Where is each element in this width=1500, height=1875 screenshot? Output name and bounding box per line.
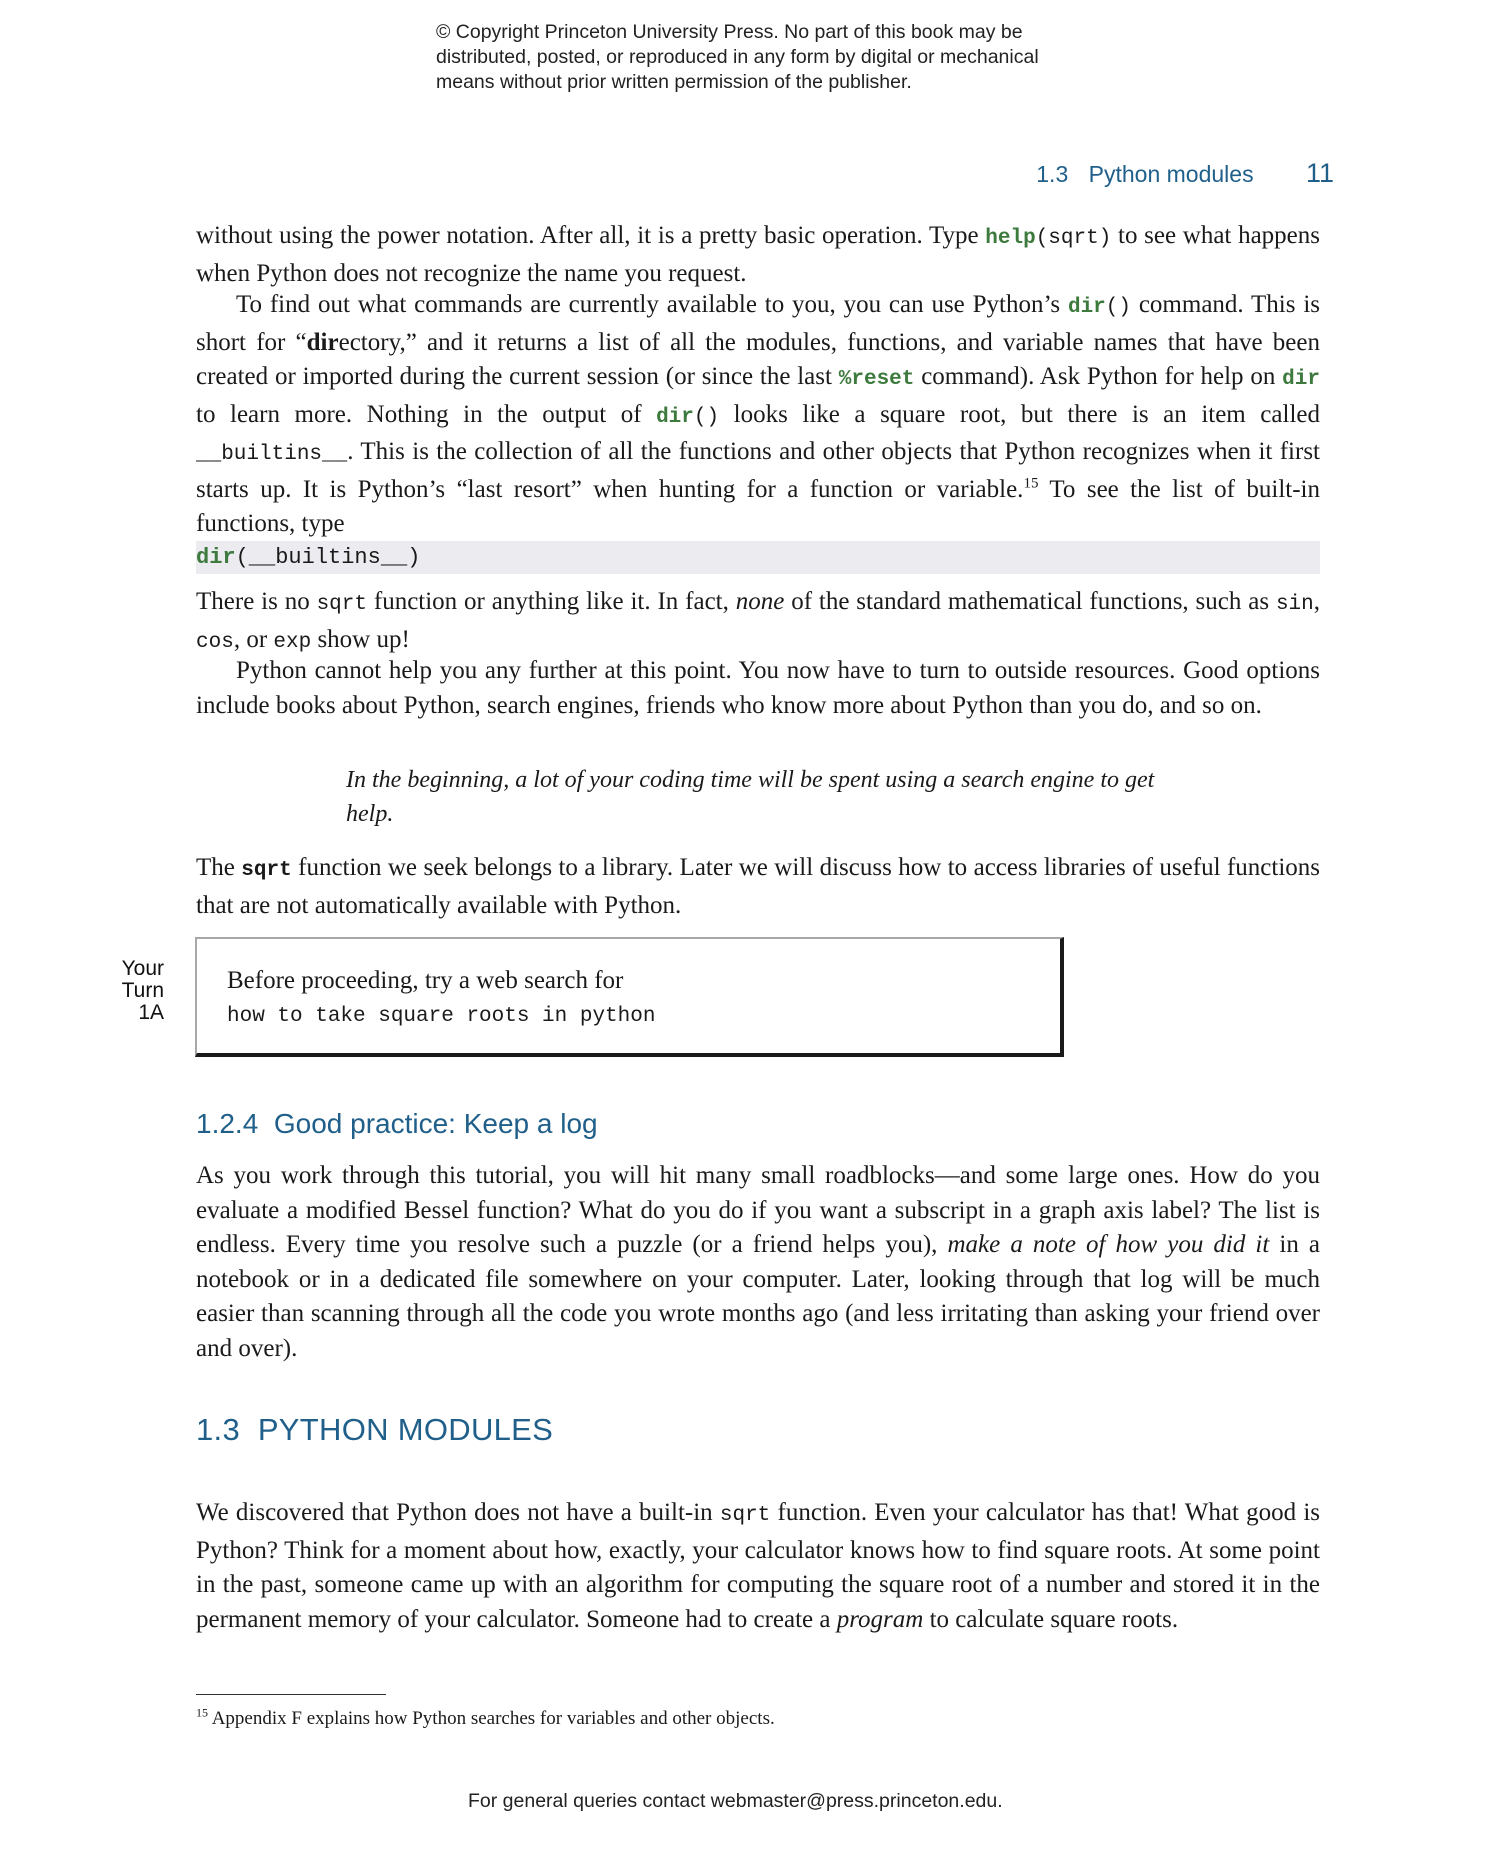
paragraph-6	[196, 1159, 1320, 1366]
paragraph-5	[196, 851, 1320, 923]
text: function. Even your calculator has that! What good is Python? Think for a moment about how, exactly, your calculator knows how to find square roots. At some point in the past, someone came up with an algorithm for computing the square root of a number and stored it in the permanent memory of your calculator. Someone had to create a	[196, 1499, 1320, 1633]
text: , or	[233, 625, 274, 653]
running-head	[1036, 158, 1334, 189]
text: to see what happens when Python does not recognize the name you request.	[196, 222, 1320, 287]
subsection-title: Good practice: Keep a log	[273, 1108, 598, 1139]
inline-code: sqrt	[241, 859, 292, 882]
text: command. This is short for “	[196, 291, 1320, 356]
text: to calculate square roots.	[923, 1605, 1179, 1633]
text: to learn more. Nothing in the output of	[196, 400, 657, 428]
inline-code: %reset	[838, 368, 915, 391]
text: To see the list of built-in functions, type	[196, 475, 1320, 537]
paragraph-1	[196, 219, 1320, 291]
inline-code: dir	[1282, 368, 1320, 391]
paragraph-3	[196, 585, 1320, 660]
inline-code: cos	[196, 630, 234, 654]
italic-text: program	[836, 1605, 924, 1633]
your-turn-label-line: Your	[121, 957, 164, 980]
footnote-reference[interactable]: 15	[1023, 475, 1039, 492]
your-turn-label-line: Turn	[121, 979, 164, 1002]
text: We discovered that Python does not have a built-in	[196, 1499, 720, 1526]
text: ,	[1313, 588, 1320, 615]
text: function we seek belongs to a library. Later we will discuss how to access libraries of useful functions that are not automatically available with Python.	[196, 854, 1320, 919]
footnote-text: Appendix F explains how Python searches for variables and other objects.	[208, 1708, 775, 1729]
code-text: (__builtins__)	[235, 545, 421, 570]
paragraph-7	[196, 1496, 1320, 1637]
text: of the standard mathematical functions, such as	[784, 588, 1276, 615]
your-turn-search-query: how to take square roots in python	[227, 1005, 656, 1028]
text: in a notebook or in a dedicated file somewhere on your computer. Later, looking through that log will be much easier than scanning through all the code you wrote months ago (and less irritating than asking your friend over and over).	[196, 1231, 1321, 1362]
inline-code: __builtins__	[196, 443, 348, 466]
footnote-number: 15	[196, 1705, 208, 1720]
text: As you work through this tutorial, you will hit many small roadblocks—and some large ones. How do you evaluate a modified Bessel function? What do you do if you want a subscript in a graph axis label? The list is endless. Every time you resolve such a puzzle (or a friend helps you),	[196, 1162, 1320, 1258]
code-line	[196, 544, 420, 572]
copyright-line: distributed, posted, or reproduced in any form by digital or mechanical	[436, 46, 1039, 68]
inline-code: exp	[273, 630, 312, 654]
text: function or anything like it. In fact,	[367, 588, 736, 615]
subsection-number: 1.2.4	[196, 1108, 259, 1139]
text: The	[196, 854, 242, 881]
text: show up!	[311, 625, 410, 653]
subsection-heading	[196, 1108, 598, 1140]
inline-code: ()	[1105, 296, 1131, 319]
paragraph-4: Python cannot help you any further at this point. You now have to turn to outside resources. Good options include books about Python, search engines, friends who know more about Python than you do, and so on.	[196, 657, 1320, 719]
your-turn-label	[100, 958, 164, 1024]
text: To find out what commands are currently available to you, you can use Python’s	[236, 291, 1068, 318]
bold-text: dir	[306, 328, 339, 356]
text: without using the power notation. After all, it is a pretty basic operation. Type	[196, 222, 986, 249]
pull-quote: In the beginning, a lot of your coding time will be spent using a search engine to get help.	[346, 767, 1155, 827]
footnote-rule	[196, 1694, 386, 1695]
code-keyword: dir	[196, 545, 236, 570]
inline-code: sqrt	[316, 593, 367, 616]
text: looks like a square root, but there is an item called	[719, 400, 1320, 428]
footer-contact: For general queries contact webmaster@press.princeton.edu.	[468, 1790, 1003, 1812]
inline-code: ()	[693, 405, 720, 429]
your-turn-box	[195, 937, 1064, 1057]
inline-code: help	[985, 227, 1036, 250]
inline-code: dir	[656, 405, 694, 429]
inline-code: sin	[1275, 593, 1314, 616]
paragraph-2	[196, 288, 1320, 542]
copyright-line: © Copyright Princeton University Press. No part of this book may be	[436, 21, 1023, 43]
section-number: 1.3	[196, 1412, 240, 1447]
inline-code: dir	[1067, 296, 1106, 319]
italic-text: make a note of how you did it	[947, 1231, 1270, 1258]
running-head-section-title: Python modules	[1088, 161, 1254, 187]
inline-code: (sqrt)	[1035, 227, 1112, 250]
your-turn-text: Before proceeding, try a web search for	[227, 967, 624, 994]
text: ectory,” and it returns a list of all the modules, functions, and variable names that have been created or imported during the current session (or since the last	[196, 328, 1321, 390]
running-head-section-number: 1.3	[1036, 161, 1069, 187]
copyright-notice	[436, 20, 1156, 95]
italic-text: none	[735, 588, 785, 615]
footnote	[196, 1705, 775, 1730]
page-number: 11	[1305, 158, 1334, 188]
code-block	[196, 541, 1320, 574]
text: There is no	[196, 588, 317, 615]
inline-code: sqrt	[719, 1504, 771, 1527]
section-heading	[196, 1412, 553, 1448]
copyright-line: means without prior written permission of the publisher.	[436, 71, 912, 93]
text: . This is the collection of all the functions and other objects that Python recognizes when it first starts up. It is Python’s “last resort” when hunting for a function or variable.	[196, 438, 1320, 503]
section-title: PYTHON MODULES	[257, 1412, 554, 1447]
your-turn-label-line: 1A	[138, 1001, 164, 1024]
text: command). Ask Python for help on	[914, 363, 1283, 390]
